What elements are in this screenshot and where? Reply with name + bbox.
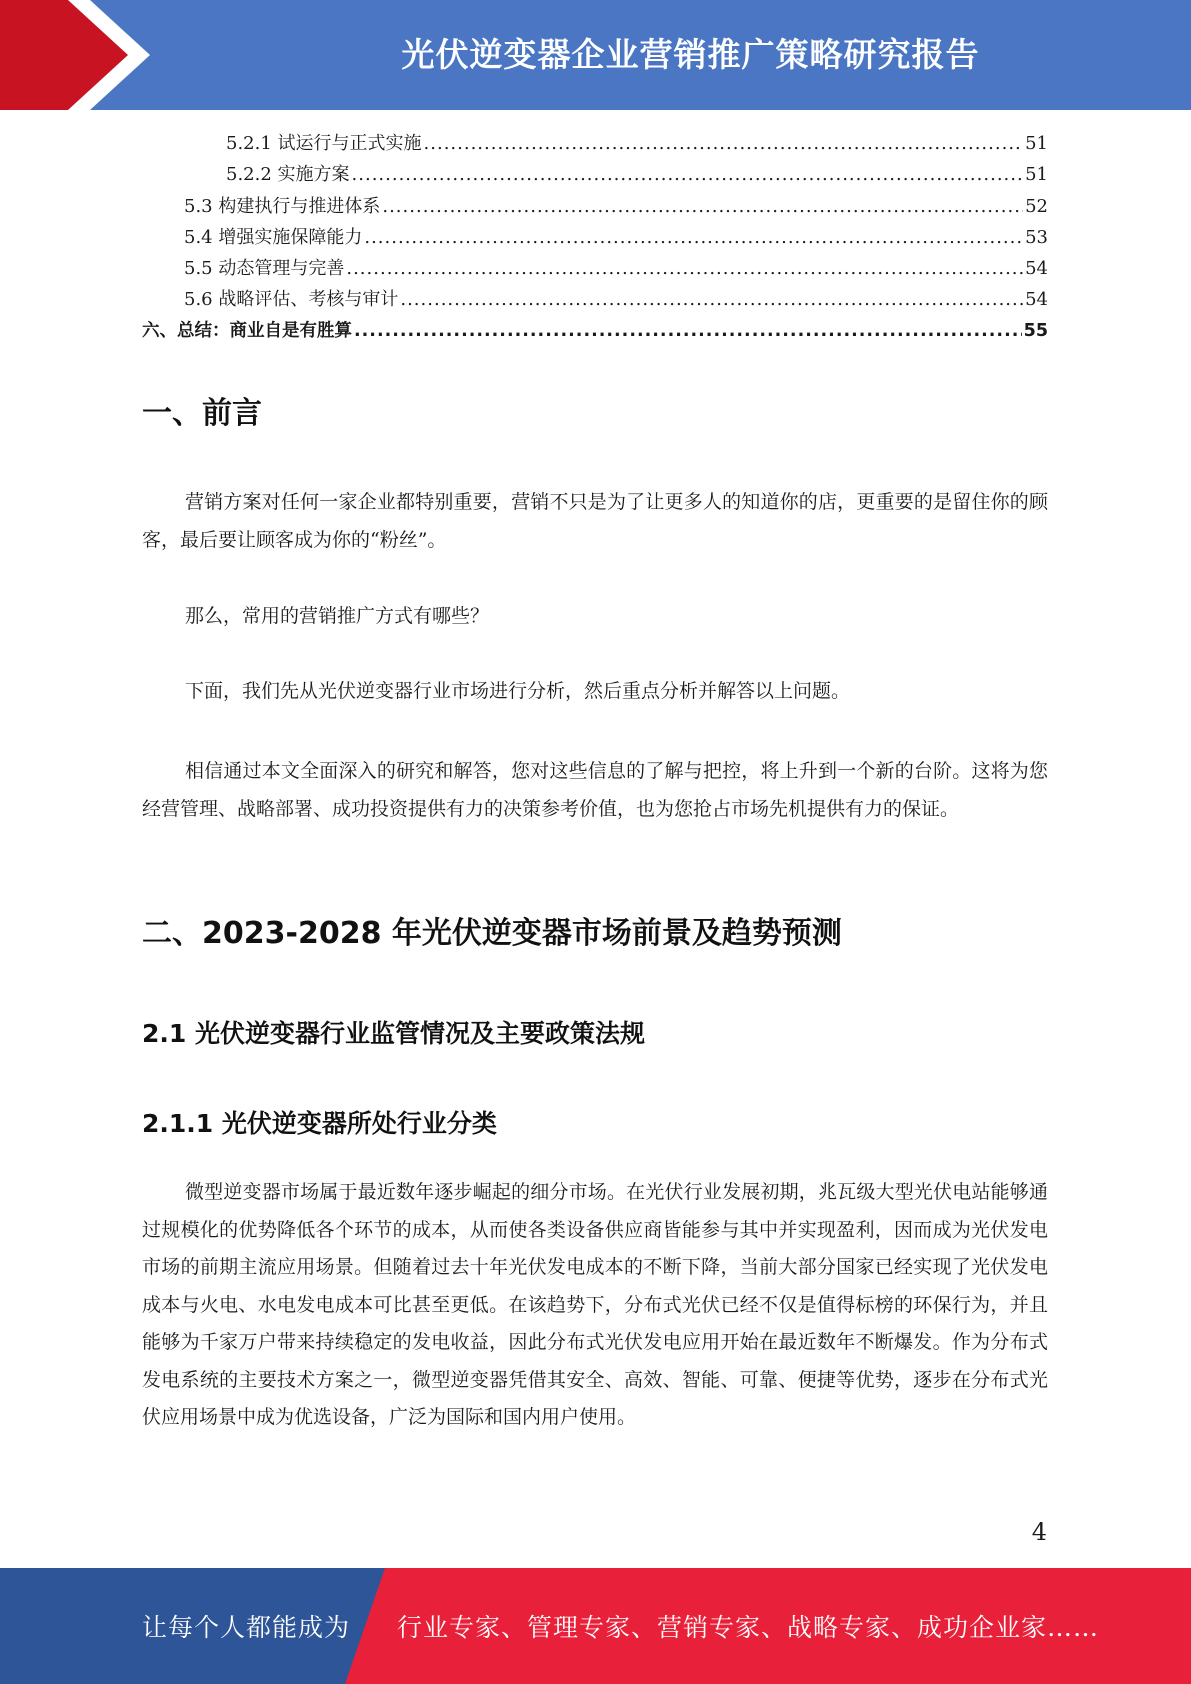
subsubsection-heading: 2.1.1 光伏逆变器所处行业分类 [142,1109,497,1138]
toc-leader-dots [364,222,1023,253]
toc-entry[interactable] [142,316,1048,347]
toc-entry-label: 5.4 增强实施保障能力 [184,226,363,248]
toc-entry-page: 52 [1025,195,1048,217]
header-banner [0,0,1191,110]
toc-entry-label: 5.2.1 试运行与正式实施 [226,133,422,154]
toc-entry[interactable] [142,159,1048,190]
toc-entry-label: 5.2.2 实施方案 [226,164,350,186]
toc-entry-page: 54 [1025,289,1048,311]
toc-leader-dots [382,191,1023,222]
toc-entry-label: 5.5 动态管理与完善 [184,258,345,280]
table-of-contents [142,128,1048,347]
toc-leader-dots [352,159,1024,190]
toc-entry-page: 51 [1025,133,1048,154]
toc-leader-dots [424,128,1024,159]
toc-entry-page: 53 [1025,226,1048,248]
body-paragraph: 下面，我们先从光伏逆变器行业市场进行分析，然后重点分析并解答以上问题。 [185,680,851,702]
toc-entry-page: 55 [1023,320,1048,341]
toc-leader-dots [346,253,1023,284]
toc-entry[interactable] [142,284,1048,315]
body-paragraph: 那么，常用的营销推广方式有哪些？ [185,605,490,627]
toc-entry-label: 5.6 战略评估、考核与审计 [184,289,399,311]
toc-entry[interactable] [142,253,1048,284]
footer-banner [0,1568,1191,1684]
body-paragraph: 微型逆变器市场属于最近数年逐步崛起的细分市场。在光伏行业发展初期，兆瓦级大型光伏电站能够通过规模化的优势降低各个环节的成本，从而使各类设备供应商皆能参与其中并实现盈利，因而成为光伏发电市场的前期主流应用场景。但随着过去十年光伏发电成本的不断下降，当前大部分国家已经实现了光伏发电成本与火电、水电发电成本可比甚至更低。在该趋势下，分布式光伏已经不仅是值得标榜的环保行为，并且能够为千家万户带来持续稳定的发电收益，因此分布式光伏发电应用开始在最近数年不断爆发。作为分布式发电系统的主要技术方案之一，微型逆变器凭借其安全、高效、智能、可靠、便捷等优势，逐步在分布式光伏应用场景中成为优选设备，广泛为国际和国内用户使用。 [142,1181,1048,1428]
section-heading: 二、2023-2028 年光伏逆变器市场前景及趋势预测 [142,916,842,951]
toc-entry[interactable] [142,222,1048,253]
toc-entry-page: 54 [1025,258,1048,280]
section-heading: 一、前言 [142,396,262,431]
footer-slogan-left: 让每个人都能成为 [142,1613,351,1642]
body-paragraph: 营销方案对任何一家企业都特别重要，营销不只是为了让更多人的知道你的店，更重要的是留住你的顾客，最后要让顾客成为你的“粉丝”。 [142,491,1048,551]
footer-slogan-right: 行业专家、管理专家、营销专家、战略专家、成功企业家…… [397,1613,1100,1642]
subsection-heading: 2.1 光伏逆变器行业监管情况及主要政策法规 [142,1019,645,1048]
document-title: 光伏逆变器企业营销推广策略研究报告 [401,34,980,74]
toc-leader-dots [354,316,1022,347]
toc-entry-page: 51 [1025,164,1048,186]
body-paragraph: 相信通过本文全面深入的研究和解答，您对这些信息的了解与把控，将上升到一个新的台阶。这将为您经营管理、战略部署、成功投资提供有力的决策参考价值，也为您抢占市场先机提供有力的保证。 [142,760,1048,820]
page-number: 4 [1031,1518,1047,1546]
toc-entry-label: 5.3 构建执行与推进体系 [184,195,381,217]
toc-leader-dots [400,284,1023,315]
toc-entry[interactable] [142,191,1048,222]
toc-entry[interactable] [142,128,1048,159]
toc-entry-label: 六、总结：商业自是有胜算 [142,320,352,341]
